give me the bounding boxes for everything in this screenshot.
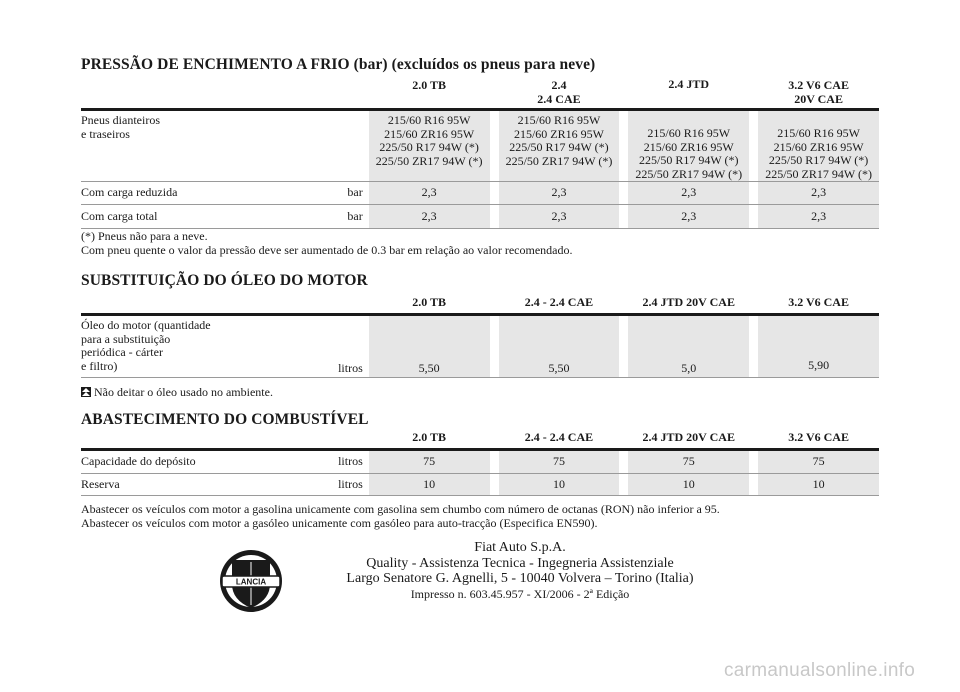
oil-header-row <box>81 296 879 315</box>
pressure-header-2: 2.4 JTD <box>668 77 710 91</box>
imprint-department: Quality - Assistenza Tecnica - Ingegneria Assistenziale <box>366 555 674 571</box>
pressure-notes <box>81 229 572 257</box>
row-unit: bar <box>290 205 362 229</box>
value-cell: 10 <box>628 474 749 496</box>
value-cell: 5,50 <box>499 315 620 378</box>
fuel-header-0: 2.0 TB <box>412 430 447 444</box>
lancia-logo-icon <box>212 548 290 614</box>
oil-title: SUBSTITUIÇÃO DO ÓLEO DO MOTOR <box>81 272 368 289</box>
pressure-header-row <box>81 78 879 110</box>
tyre-sizes-cell: 215/60 R16 95W 215/60 ZR16 95W 225/50 R17 94W (*) 225/50 ZR17 94W (*) <box>369 110 490 182</box>
imprint-company: Fiat Auto S.p.A. <box>474 540 566 555</box>
fuel-header-row <box>81 431 879 450</box>
oil-note-text: Não deitar o óleo usado no ambiente. <box>94 385 273 399</box>
row-label: Pneus dianteiros e traseiros <box>81 110 290 182</box>
value-cell: 2,3 <box>758 182 879 205</box>
value-cell: 75 <box>369 450 490 474</box>
oil-header-2: 2.4 JTD 20V CAE <box>642 295 735 309</box>
fuel-notes <box>81 502 720 530</box>
value-cell: 75 <box>628 450 749 474</box>
pressure-title: PRESSÃO DE ENCHIMENTO A FRIO (bar) (excluídos os pneus para neve) <box>81 56 596 73</box>
fuel-table <box>81 431 879 496</box>
oil-header-3: 3.2 V6 CAE <box>788 295 849 309</box>
oil-header-1: 2.4 - 2.4 CAE <box>524 295 594 309</box>
environment-icon <box>81 387 91 397</box>
value-cell: 2,3 <box>758 205 879 229</box>
pressure-note-hot-tyre: Com pneu quente o valor da pressão deve ser aumentado de 0.3 bar em relação ao valor recomendado. <box>81 243 573 257</box>
value-cell: 2,3 <box>628 205 749 229</box>
fuel-header-1: 2.4 - 2.4 CAE <box>524 430 594 444</box>
imprint-address: Largo Senatore G. Agnelli, 5 - 10040 Volvera – Torino (Italia) <box>346 571 694 586</box>
fuel-note-petrol: Abastecer os veículos com motor a gasolina unicamente com gasolina sem chumbo com número de octanas (RON) não inferior a 95. <box>81 502 720 516</box>
pressure-note-winter: (*) Pneus não para a neve. <box>81 229 208 243</box>
row-unit: litros <box>290 474 362 496</box>
oil-row-quantity <box>81 315 879 378</box>
row-unit: bar <box>290 182 362 205</box>
row-label: Reserva <box>81 474 290 496</box>
value-cell: 5,0 <box>628 315 749 378</box>
value-cell: 75 <box>499 450 620 474</box>
value-cell: 2,3 <box>499 205 620 229</box>
row-unit: litros <box>290 315 362 378</box>
value-cell: 2,3 <box>499 182 620 205</box>
fuel-header-2: 2.4 JTD 20V CAE <box>642 430 735 444</box>
oil-table <box>81 296 879 378</box>
oil-header-0: 2.0 TB <box>412 295 447 309</box>
fuel-row-capacity <box>81 450 879 474</box>
imprint-print-info: Impresso n. 603.45.957 - XI/2006 - 2ª Edição <box>410 586 630 601</box>
value-cell: 5,90 <box>758 315 879 378</box>
logo-text: LANCIA <box>235 577 267 587</box>
pressure-row-reduced-load <box>81 182 879 205</box>
fuel-row-reserve <box>81 474 879 496</box>
pressure-header-0: 2.0 TB <box>412 78 447 92</box>
fuel-title: ABASTECIMENTO DO COMBUSTÍVEL <box>81 411 369 428</box>
pressure-row-full-load <box>81 205 879 229</box>
value-cell: 2,3 <box>369 205 490 229</box>
row-label: Com carga reduzida <box>81 182 290 205</box>
pressure-header-3: 3.2 V6 CAE 20V CAE <box>788 78 849 106</box>
row-label: Capacidade do depósito <box>81 450 290 474</box>
pressure-table <box>81 78 879 229</box>
tyre-sizes-cell: 215/60 R16 95W 215/60 ZR16 95W 225/50 R17 94W (*) 225/50 ZR17 94W (*) <box>628 110 749 182</box>
pressure-header-1: 2.4 2.4 CAE <box>537 78 581 106</box>
value-cell: 10 <box>499 474 620 496</box>
row-label: Óleo do motor (quantidade para a substituição periódica - cárter e filtro) <box>81 315 290 378</box>
row-unit: litros <box>290 450 362 474</box>
value-cell: 2,3 <box>628 182 749 205</box>
oil-note <box>81 385 273 399</box>
tyre-sizes-cell: 215/60 R16 95W 215/60 ZR16 95W 225/50 R17 94W (*) 225/50 ZR17 94W (*) <box>499 110 620 182</box>
value-cell: 10 <box>369 474 490 496</box>
pressure-row-tyres <box>81 110 879 182</box>
watermark: carmanualsonline.info <box>724 660 916 681</box>
value-cell: 10 <box>758 474 879 496</box>
fuel-header-3: 3.2 V6 CAE <box>788 430 849 444</box>
fuel-note-diesel: Abastecer os veículos com motor a gasóleo unicamente com gasóleo para auto-tracção (Especifica EN590). <box>81 516 598 530</box>
tyre-sizes-cell: 215/60 R16 95W 215/60 ZR16 95W 225/50 R17 94W (*) 225/50 ZR17 94W (*) <box>758 110 879 182</box>
imprint <box>300 540 740 602</box>
value-cell: 5,50 <box>369 315 490 378</box>
value-cell: 75 <box>758 450 879 474</box>
value-cell: 2,3 <box>369 182 490 205</box>
row-label: Com carga total <box>81 205 290 229</box>
